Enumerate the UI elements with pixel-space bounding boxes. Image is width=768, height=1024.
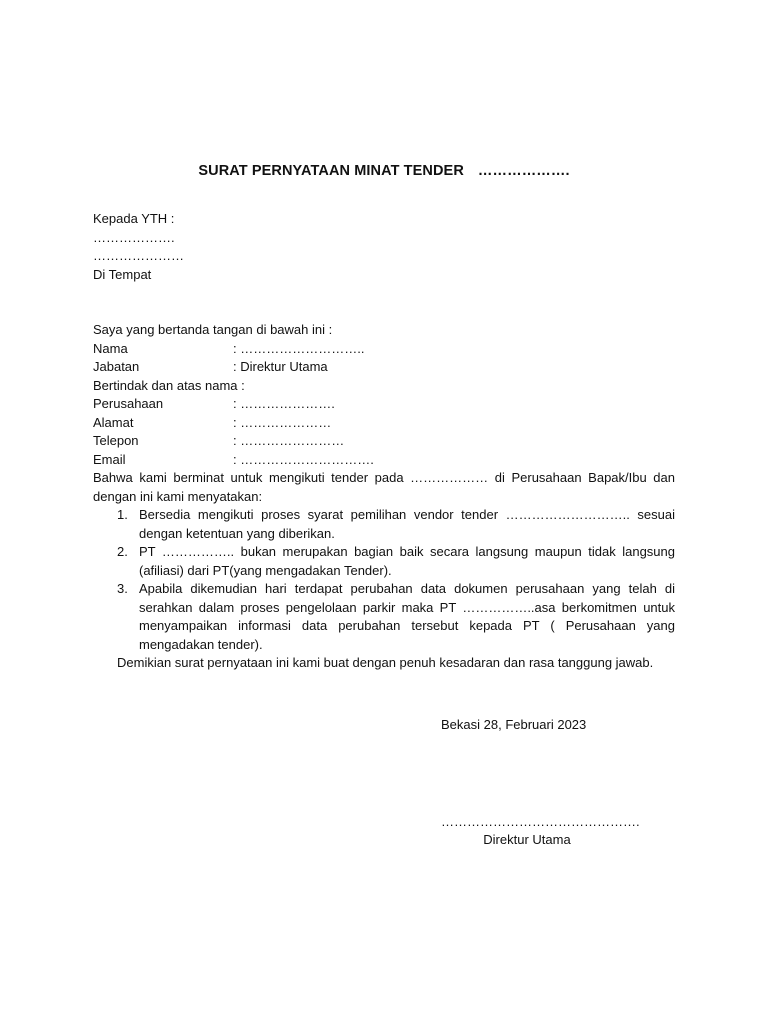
statement-points — [93, 506, 675, 654]
recipient-block — [93, 210, 675, 284]
closing-text: Demikian surat pernyataan ini kami buat dengan penuh kesadaran dan rasa tanggung jawab. — [117, 655, 654, 670]
list-item — [93, 580, 675, 654]
field-label: Perusahaan — [93, 396, 164, 411]
field-row-phone — [93, 432, 675, 451]
field-row-position — [93, 358, 675, 377]
list-item — [93, 543, 675, 580]
field-value: : …………………. — [233, 396, 335, 411]
field-label: Alamat — [93, 414, 134, 430]
list-number: 2. — [117, 544, 128, 559]
field-row-address — [93, 414, 675, 433]
field-value: : …………………………. — [233, 451, 374, 467]
body-block — [93, 321, 675, 673]
recipient-place: Di Tempat — [93, 266, 152, 282]
place-date: Bekasi 28, Februari 2023 — [441, 717, 587, 732]
field-value: : ………………… — [233, 414, 332, 430]
field-row-name — [93, 340, 675, 359]
page-title — [0, 162, 768, 181]
list-text: Apabila dikemudian hari terdapat perubahan data dokumen perusahaan yang telah di serahkan dalam proses pengelolaan parkir maka PT ……………..asa berkomitmen untuk menyampaikan informasi data perubahan tersebut kepada PT ( Perusahaan yang mengadakan tender). — [139, 581, 675, 652]
field-label: Telepon — [93, 433, 139, 448]
on-behalf-text: Bertindak dan atas nama : — [93, 377, 245, 393]
list-text: Bersedia mengikuti proses syarat pemilihan vendor tender ……………………….. sesuai dengan ketentuan yang diberikan. — [139, 507, 675, 541]
signature-line: ………………………………………. — [441, 814, 640, 829]
field-row-company — [93, 395, 675, 414]
list-number: 1. — [117, 507, 128, 522]
recipient-greeting: Kepada YTH : — [93, 211, 175, 226]
field-value: : …………………… — [233, 433, 345, 448]
title-text: SURAT PERNYATAAN MINAT TENDER — [198, 163, 464, 179]
statement-text: Bahwa kami berminat untuk mengikuti tender pada ……………… di Perusahaan Bapak/Ibu dan dengan ini kami menyatakan: — [93, 470, 675, 504]
field-value: : ……………………….. — [233, 340, 365, 356]
recipient-line-2: ………………… — [93, 248, 184, 263]
recipient-line-1: ………………. — [93, 229, 175, 245]
title-blank: ………………. — [477, 163, 570, 179]
field-label: Email — [93, 451, 126, 467]
field-label: Jabatan — [93, 359, 140, 374]
field-value: : Direktur Utama — [233, 359, 328, 374]
signature-role: Direktur Utama — [483, 832, 571, 847]
list-number: 3. — [117, 581, 128, 596]
intro-text: Saya yang bertanda tangan di bawah ini : — [93, 322, 333, 337]
list-item — [93, 506, 675, 543]
field-label: Nama — [93, 340, 128, 356]
field-row-email — [93, 451, 675, 470]
list-text: PT …………….. bukan merupakan bagian baik secara langsung maupun tidak langsung (afiliasi) dari PT(yang mengadakan Tender). — [139, 544, 675, 578]
